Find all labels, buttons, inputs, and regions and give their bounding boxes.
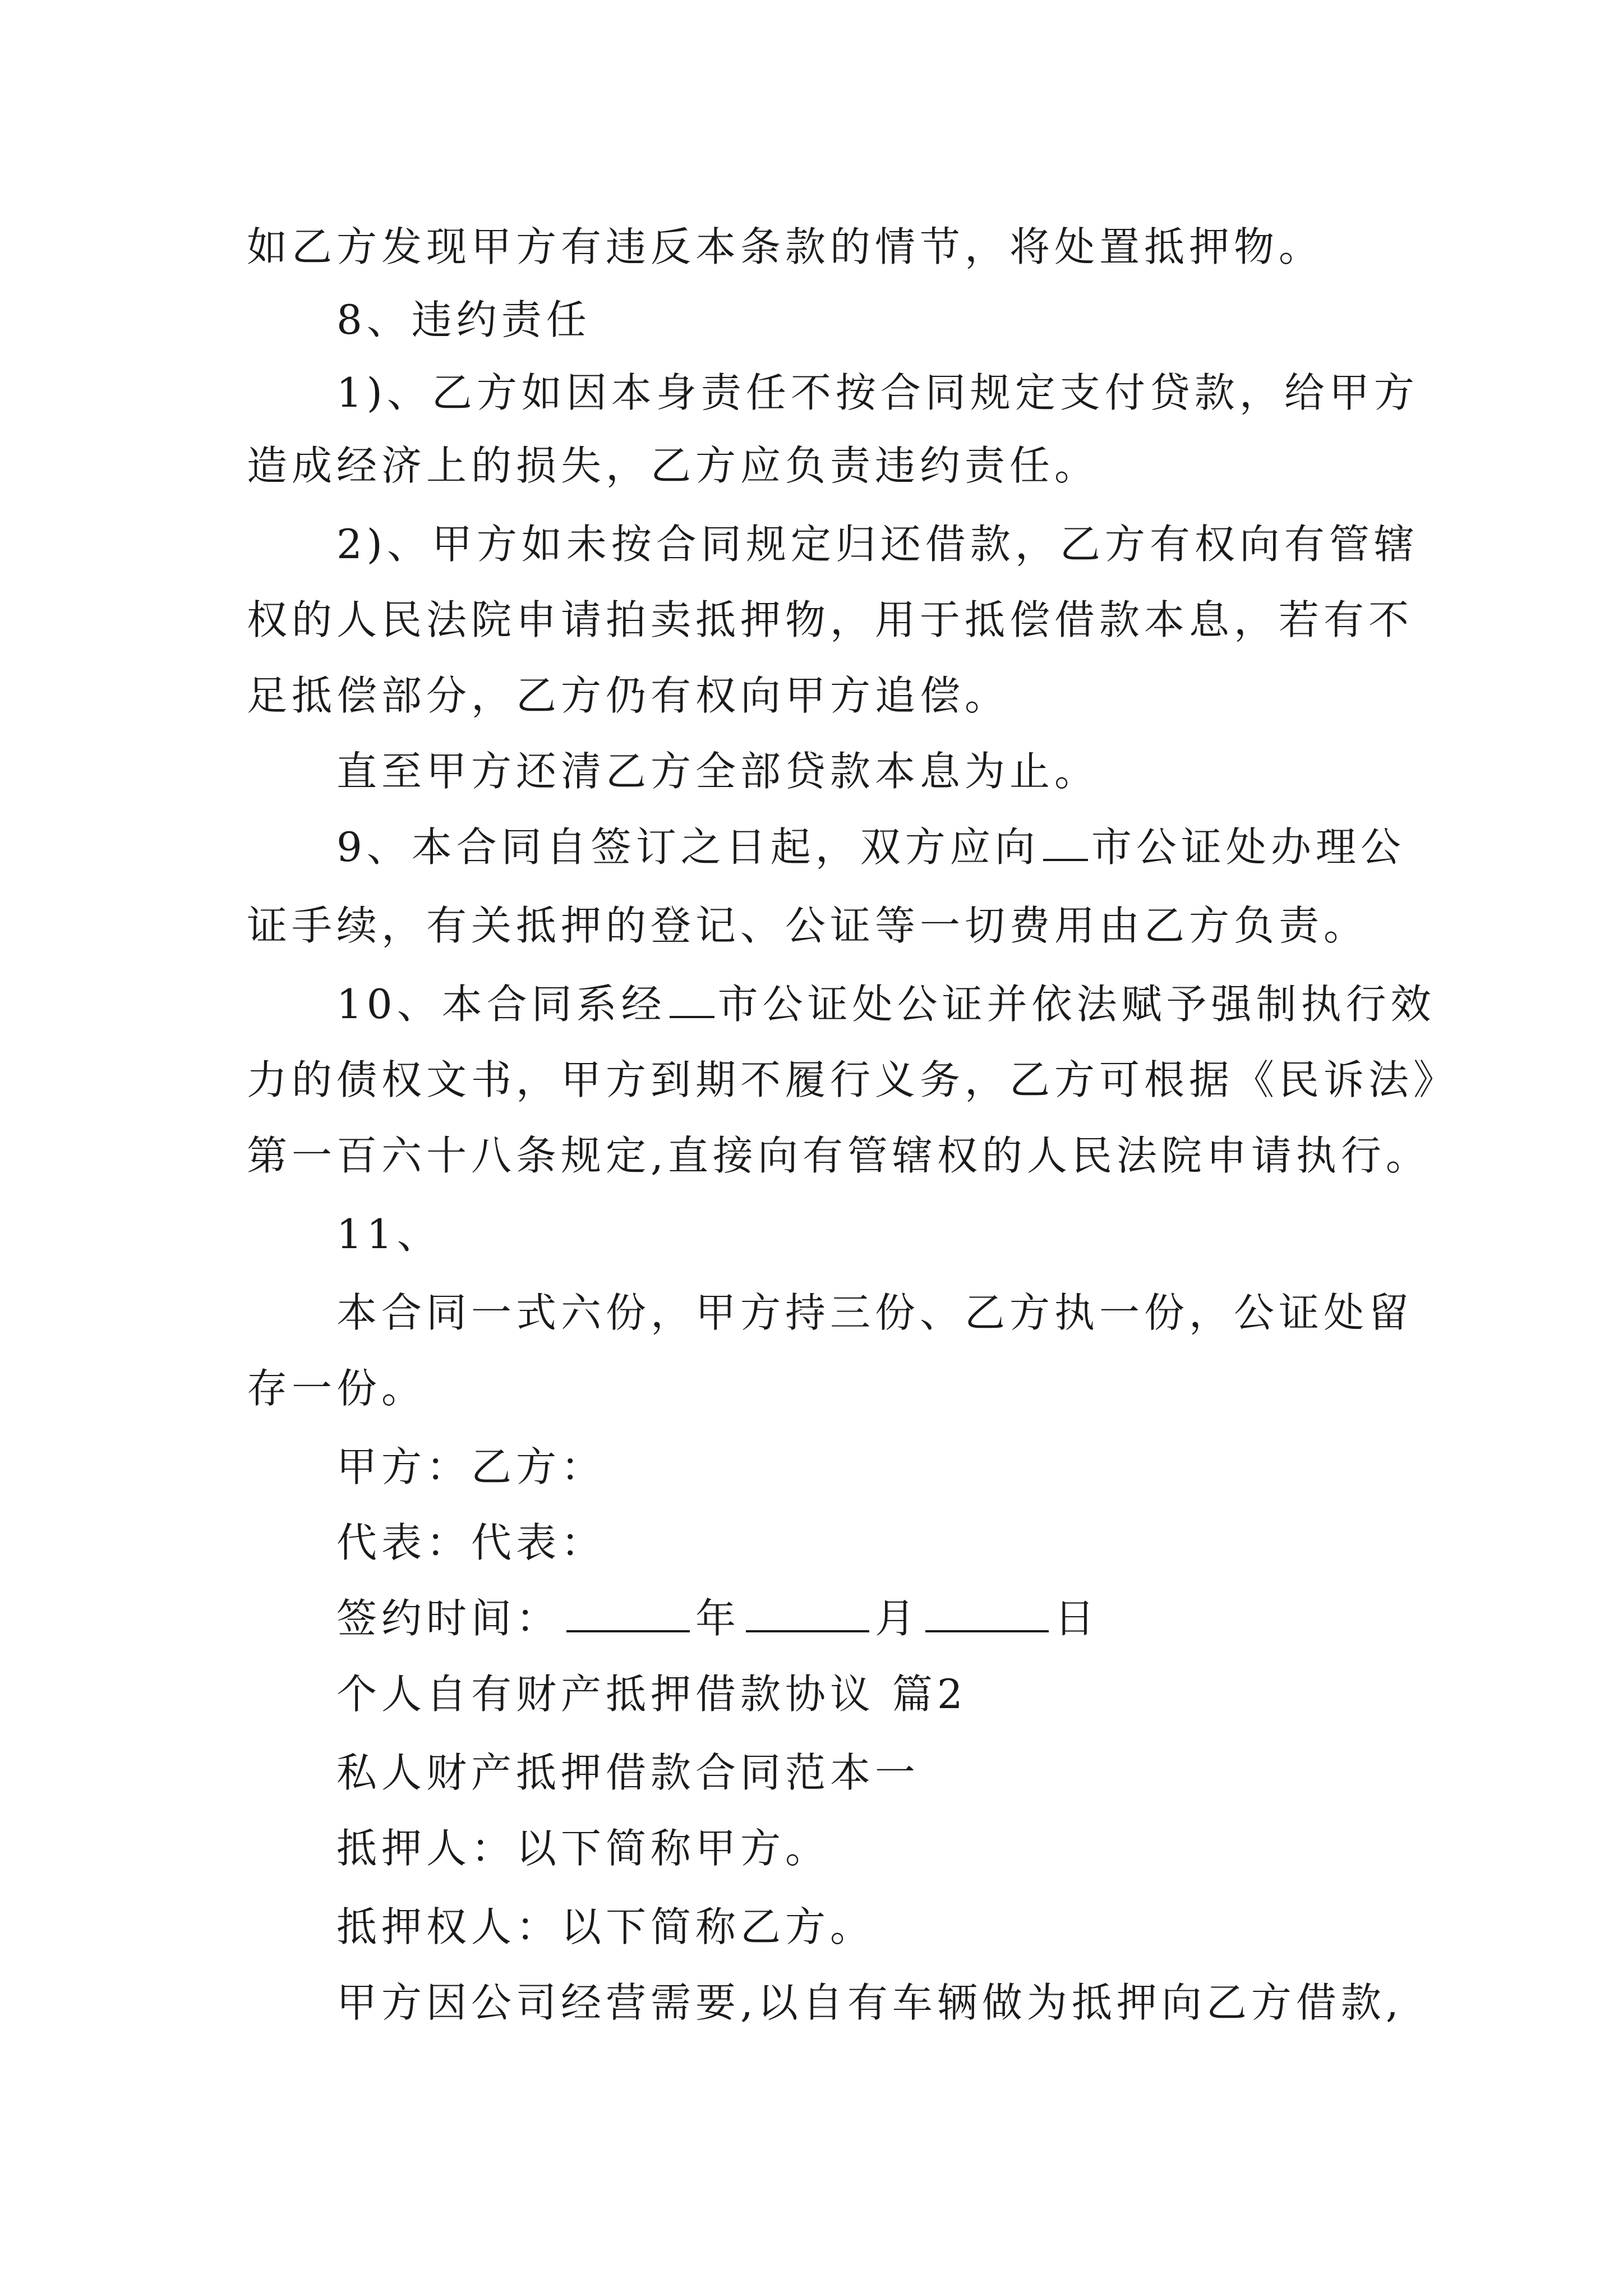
clause-11-label: 11、 (336, 1211, 442, 1258)
signing-date-label: 签约时间： (336, 1595, 561, 1642)
text-line: 第一百六十八条规定,直接向有管辖权的人民法院申请执行。 (247, 1132, 1431, 1179)
year-label: 年 (695, 1595, 741, 1642)
text-line: 权的人民法院申请拍卖抵押物，用于抵偿借款本息，若有不 (247, 596, 1414, 643)
text-line: 抵押人：以下简称甲方。 (336, 1825, 831, 1872)
text-line: 如乙方发现甲方有违反本条款的情节，将处置抵押物。 (247, 223, 1324, 270)
text-line: 2)、甲方如未按合同规定归还借款，乙方有权向有管辖 (336, 521, 1419, 568)
day-label: 日 (1054, 1595, 1100, 1642)
clause-10-line (336, 976, 1436, 1032)
month-blank (746, 1596, 869, 1632)
month-label: 月 (875, 1595, 920, 1642)
text-line: 抵押权人：以下简称乙方。 (336, 1903, 875, 1950)
text-line: 甲方因公司经营需要,以自有车辆做为抵押向乙方借款, (336, 1979, 1403, 2026)
text-line: 本合同一式六份，甲方持三份、乙方执一份，公证处留 (336, 1289, 1414, 1336)
signature-parties: 甲方：乙方： (336, 1443, 606, 1490)
text-line: 证手续，有关抵押的登记、公证等一切费用由乙方负责。 (247, 902, 1369, 949)
text-line: 直至甲方还清乙方全部贷款本息为止。 (336, 748, 1100, 795)
text-line: 1)、乙方如因本身责任不按合同规定支付贷款，给甲方 (336, 369, 1419, 416)
clause-10-suffix: 市公证处公证并依法赋予强制执行效 (717, 981, 1436, 1028)
signing-date (336, 1590, 1099, 1646)
section-heading: 8、违约责任 (336, 296, 591, 343)
fill-in-blank (670, 982, 714, 1018)
fill-in-blank (1043, 825, 1088, 861)
year-blank (566, 1596, 690, 1632)
signature-representatives: 代表：代表： (336, 1519, 606, 1566)
contract-subtitle: 私人财产抵押借款合同范本一 (336, 1749, 920, 1796)
clause-9-prefix: 9、本合同自签订之日起，双方应向 (336, 823, 1040, 871)
text-line: 足抵偿部分，乙方仍有权向甲方追偿。 (247, 672, 1010, 719)
text-line: 造成经济上的损失，乙方应负责违约责任。 (247, 442, 1100, 489)
clause-9-suffix: 市公证处办理公 (1091, 823, 1405, 871)
agreement-title: 个人自有财产抵押借款协议 篇2 (336, 1671, 967, 1718)
day-blank (925, 1596, 1049, 1632)
text-line: 力的债权文书，甲方到期不履行义务，乙方可根据《民诉法》 (247, 1056, 1459, 1103)
text-line: 存一份。 (247, 1365, 427, 1412)
clause-10-prefix: 10、本合同系经 (336, 981, 666, 1028)
clause-9-line (336, 819, 1405, 875)
